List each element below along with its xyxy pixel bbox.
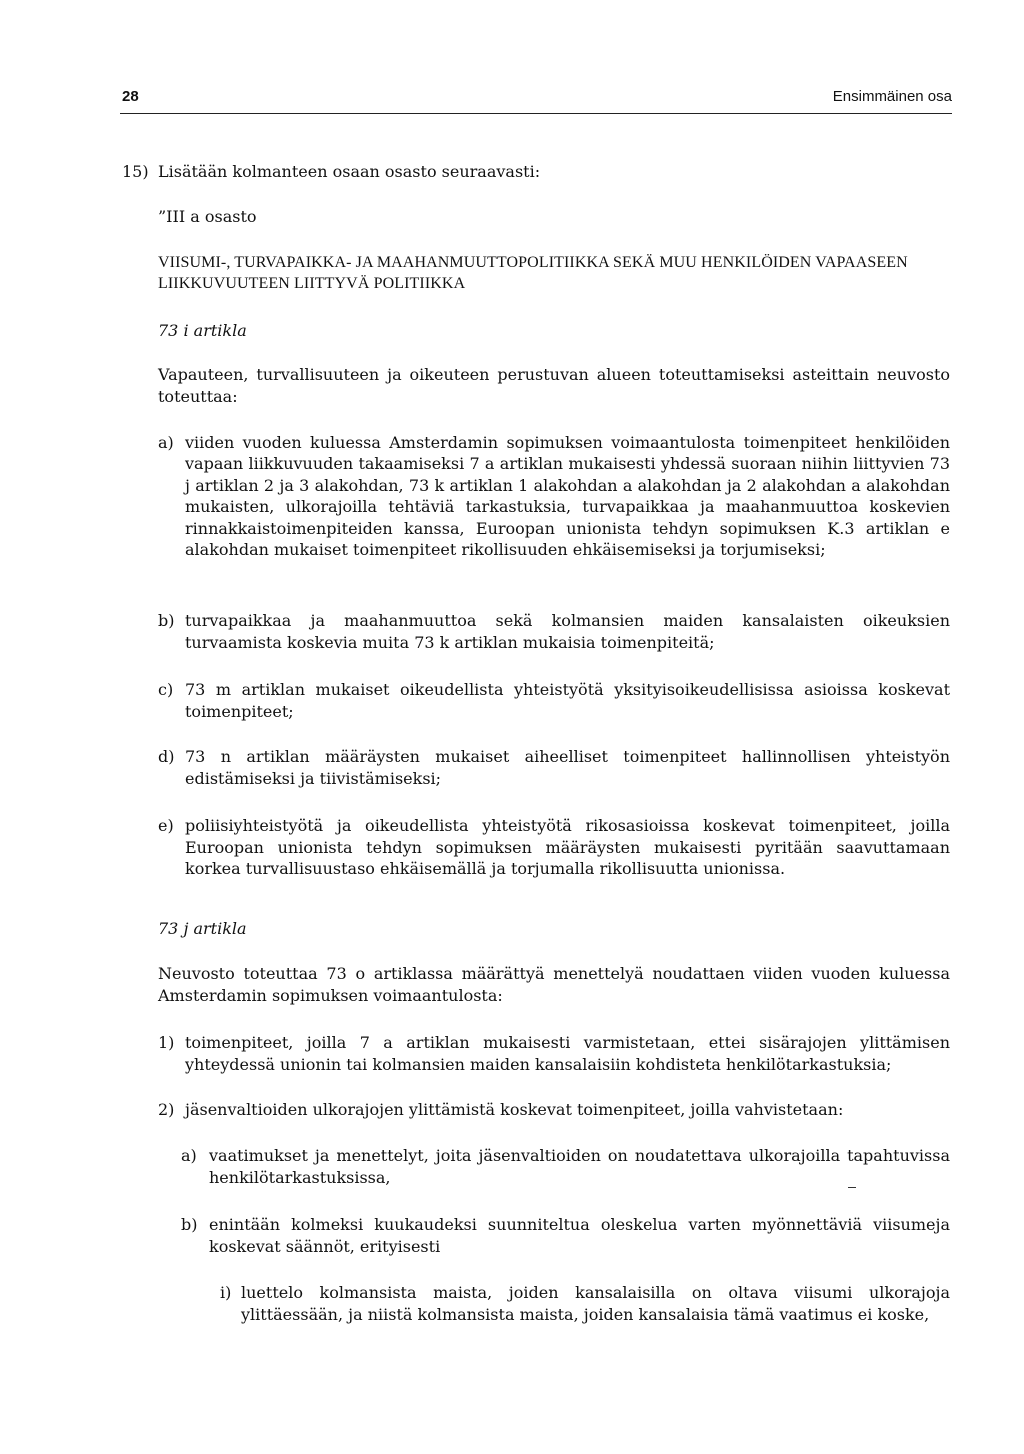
item-a-label: a) — [158, 433, 174, 452]
item-a-text: viiden vuoden kuluessa Amsterdamin sopimuksen voimaantulosta toimenpiteet henkilöiden vapaan liikkuvuuden takaamiseksi 7 a artiklan mukaisesti yhdessä suoraan niihin liittyvien 73 j artiklan 2 ja 3 alakohdan, 73 k artiklan 1 alakohdan a alakohdan ja 2 alakohdan a alakohdan mukaisten, ulkorajoilla tehtäviä tarkastuksia, turvapaikkaa ja maahanmuuttoa koskevien rinnakkaistoimenpiteiden kanssa, Euroopan unionista tehdyn sopimuksen K.3 artiklan e alakohdan mukaiset toimenpiteet rikollisuuden ehkäisemiseksi ja torjumiseksi; — [185, 433, 950, 560]
subitem-a-text: vaatimukset ja menettelyt, joita jäsenvaltioiden on noudatettava ulkorajoilla tapahtuvissa henkilötarkastuksissa, — [209, 1146, 950, 1187]
item-d-text: 73 n artiklan määräysten mukaiset aiheelliset toimenpiteet hallinnollisen yhteistyön edistämiseksi ja tiivistämiseksi; — [185, 747, 950, 788]
subsub-i-label: i) — [220, 1283, 232, 1302]
item-c-label: c) — [158, 680, 174, 699]
article-73i-heading: 73 i artikla — [158, 321, 247, 340]
header-rule — [120, 113, 952, 114]
item-c-text: 73 m artiklan mukaiset oikeudellista yhteistyötä yksityisoikeudellisissa asioissa koskevat toimenpiteet; — [185, 680, 950, 721]
article-73j-lead: Neuvosto toteuttaa 73 o artiklassa määrättyä menettelyä noudattaen viiden vuoden kuluessa Amsterdamin sopimuksen voimaantulosta: — [158, 964, 950, 1005]
subitem-b-label: b) — [181, 1215, 198, 1234]
article-73i-lead: Vapauteen, turvallisuuteen ja oikeuteen perustuvan alueen toteuttamiseksi asteittain neuvosto toteuttaa: — [158, 365, 950, 406]
item-e-text: poliisiyhteistyötä ja oikeudellista yhteistyötä rikosasioissa koskevat toimenpiteet, joilla Euroopan unionista tehdyn sopimuksen määräysten mukaisesti pyritään saavuttamaan korkea turvallisuustaso ehkäisemällä ja torjumalla rikollisuutta unionissa. — [185, 816, 950, 878]
subsub-i-text: luettelo kolmansista maista, joiden kansalaisilla on oltava viisumi ulkorajoja ylittäessään, ja niistä kolmansista maista, joiden kansalaisia tämä vaatimus ei koske, — [241, 1283, 950, 1324]
stray-mark — [848, 1187, 856, 1188]
subitem-a-label: a) — [181, 1146, 197, 1165]
page-number: 28 — [122, 88, 139, 105]
item-b-label: b) — [158, 611, 175, 630]
part-caps-title: VIISUMI-, TURVAPAIKKA- JA MAAHANMUUTTOPOLITIIKKA SEKÄ MUU HENKILÖIDEN VAPAASEEN LIIKKUVUUTEEN LIITTYVÄ POLITIIKKA — [158, 254, 908, 292]
item-2-label: 2) — [158, 1100, 175, 1119]
article-73j-heading: 73 j artikla — [158, 919, 247, 938]
item-2-text: jäsenvaltioiden ulkorajojen ylittämistä koskevat toimenpiteet, joilla vahvistetaan: — [185, 1100, 844, 1119]
item-e-label: e) — [158, 816, 174, 835]
section-title: Ensimmäinen osa — [832, 88, 952, 105]
subitem-b-text: enintään kolmeksi kuukaudeksi suunniteltua oleskelua varten myönnettäviä viisumeja koskevat säännöt, erityisesti — [209, 1215, 950, 1256]
part-heading: ”III a osasto — [158, 207, 257, 226]
item-d-label: d) — [158, 747, 175, 766]
item-1-label: 1) — [158, 1033, 175, 1052]
intro-label: 15) — [122, 162, 149, 181]
intro-text: Lisätään kolmanteen osaan osasto seuraavasti: — [158, 162, 541, 181]
item-1-text: toimenpiteet, joilla 7 a artiklan mukaisesti varmistetaan, ettei sisärajojen ylittämisen yhteydessä unionin tai kolmansien maiden kansalaisiin kohdisteta henkilötarkastuksia; — [185, 1033, 950, 1074]
item-b-text: turvapaikkaa ja maahanmuuttoa sekä kolmansien maiden kansalaisten oikeuksien turvaamista koskevia muita 73 k artiklan mukaisia toimenpiteitä; — [185, 611, 950, 652]
